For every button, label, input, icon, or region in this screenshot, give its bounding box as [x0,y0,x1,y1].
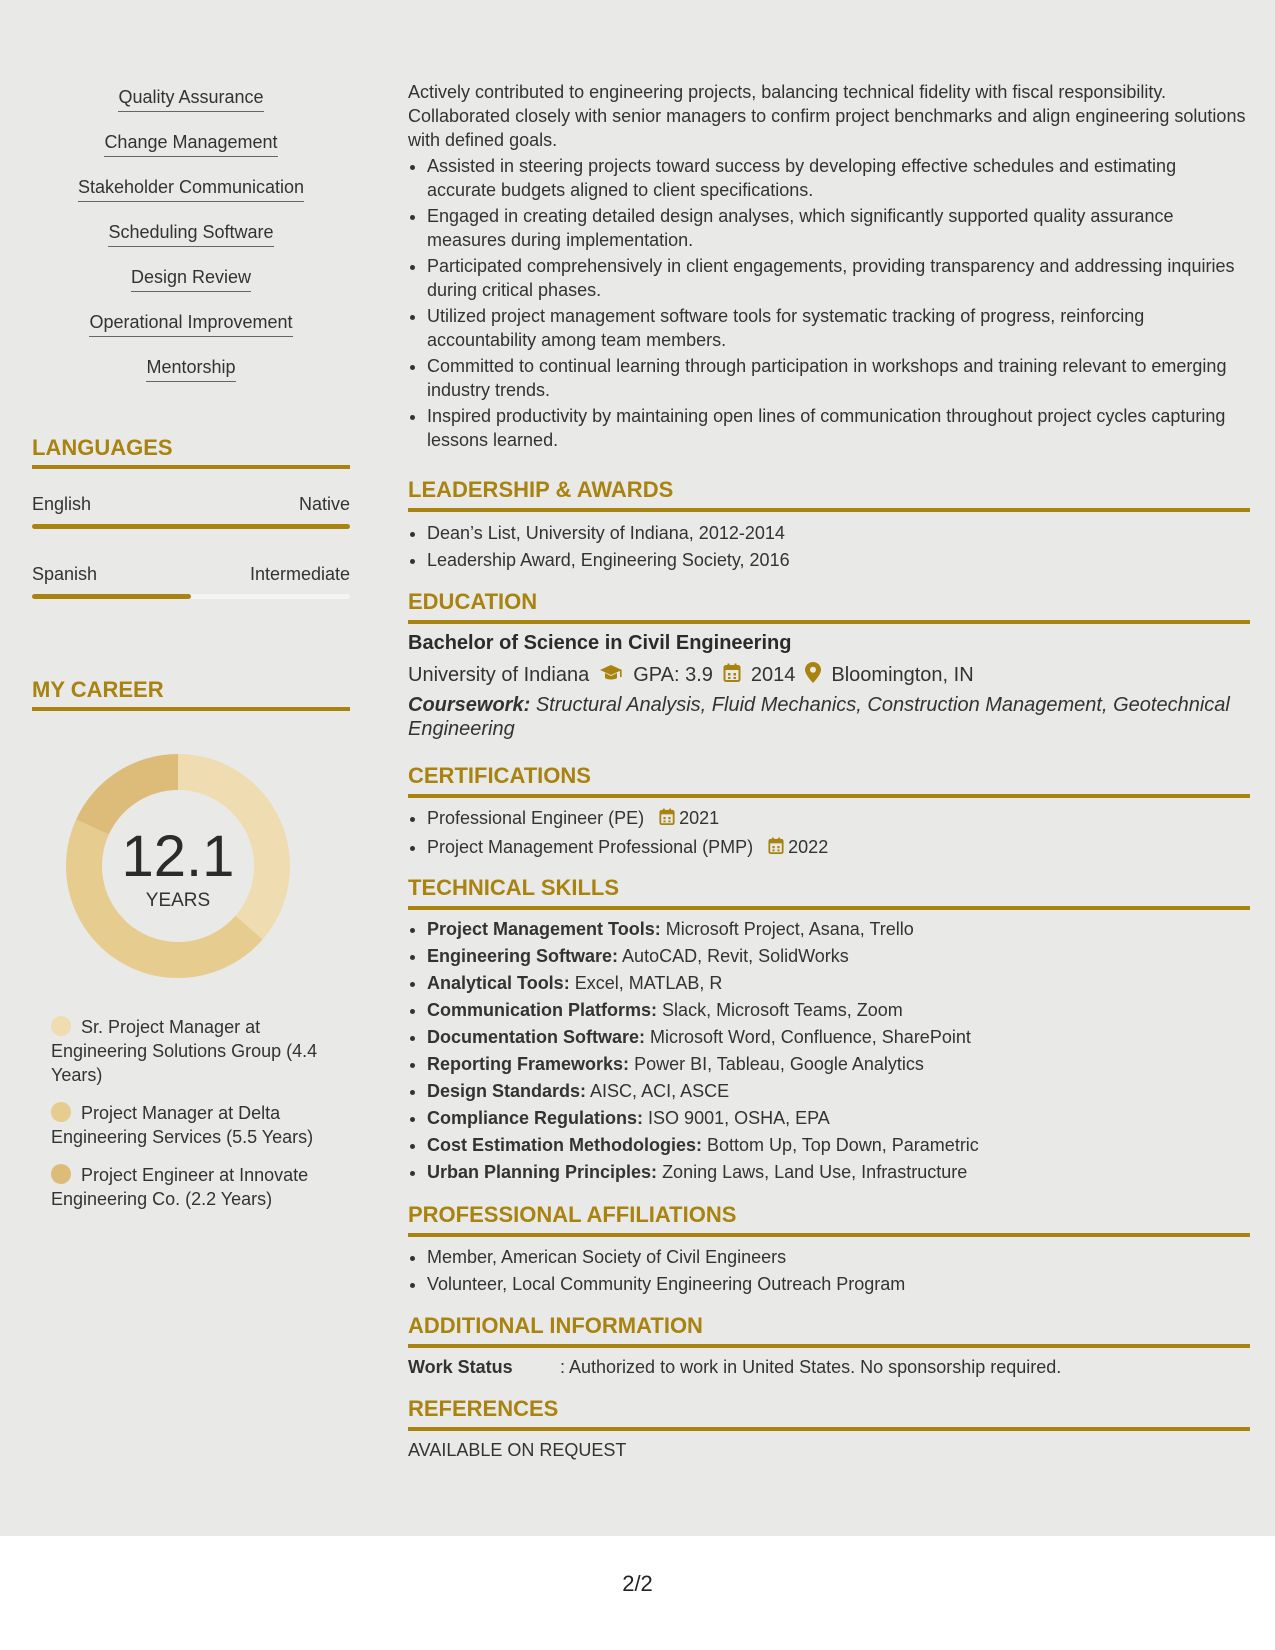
education-heading: EDUCATION [408,589,1250,624]
technical-skill: • Analytical Tools: Excel, MATLAB, R [427,970,1250,997]
references-heading: REFERENCES [408,1396,1250,1431]
skill-item: Design Review [32,266,350,311]
technical-skill: • Communication Platforms: Slack, Microsoft Teams, Zoom [427,997,1250,1024]
technical-skill: • Compliance Regulations: ISO 9001, OSHA, EPA [427,1105,1250,1132]
language-name: English [32,494,92,514]
career-donut-chart [66,754,290,978]
school-name: University of Indiana [408,664,590,686]
skill-item: Operational Improvement [32,311,350,356]
legend-dot-icon [51,1164,71,1184]
calendar-icon [659,807,675,834]
affiliation-item: • Volunteer, Local Community Engineering Outreach Program [427,1271,1250,1298]
experience-section [408,80,1250,454]
experience-bullet: • Committed to continual learning through participation in workshops and training relevant to emerging industry trends. [427,354,1250,402]
work-status-value: : Authorized to work in United States. No sponsorship required. [560,1357,1062,1377]
affiliation-item: • Member, American Society of Civil Engineers [427,1244,1250,1271]
graduation-cap-icon [599,664,623,688]
work-status [408,1357,1061,1378]
career-legend-item: Project Manager at Delta Engineering Services (5.5 Years) [51,1103,314,1147]
technical-skill: • Project Management Tools: Microsoft Project, Asana, Trello [427,916,1250,943]
skill-item: Mentorship [32,356,350,401]
language-level: Native [298,494,350,514]
graduation-year: 2014 [750,664,796,686]
language-bar-fill [32,594,191,599]
legend-dot-icon [51,1102,71,1122]
skills-list [32,86,350,401]
location-pin-icon [805,662,821,689]
technical-skill: • Engineering Software: AutoCAD, Revit, SolidWorks [427,943,1250,970]
technical-skill: • Design Standards: AISC, ACI, ASCE [427,1078,1250,1105]
experience-summary: Actively contributed to engineering projects, balancing technical fidelity with fiscal responsibility. Collaborated closely with senior managers to confirm project benchmarks and align engineering solutions with defined goals. [408,82,1246,150]
language-bar [32,594,350,599]
language-bar [32,524,350,529]
experience-bullet: • Participated comprehensively in client engagements, providing transparency and addressing inquiries during critical phases. [427,254,1250,302]
gpa: GPA: 3.9 [633,664,713,686]
career-total-years: 12.1 [121,824,235,889]
experience-bullet: • Assisted in steering projects toward success by developing effective schedules and estimating accurate budgets aligned to client specifications. [427,154,1250,202]
calendar-icon [768,836,784,863]
career-legend-item: Sr. Project Manager at Engineering Solutions Group (4.4 Years) [51,1017,318,1085]
languages-heading: LANGUAGES [32,435,350,469]
technical-skills-list [408,916,1250,1186]
technical-skill: • Reporting Frameworks: Power BI, Tableau, Google Analytics [427,1051,1250,1078]
language-bar-fill [32,524,350,529]
degree-title: Bachelor of Science in Civil Engineering [408,632,792,654]
career-heading: MY CAREER [32,677,350,711]
certifications-heading: CERTIFICATIONS [408,763,1250,798]
certification-item: • Project Management Professional (PMP) 2022 [427,834,1250,863]
education-meta [408,662,974,689]
technical-skills-heading: TECHNICAL SKILLS [408,875,1250,910]
experience-bullet: • Engaged in creating detailed design analyses, which significantly supported quality assurance measures during implementation. [427,204,1250,252]
skill-item: Stakeholder Communication [32,176,350,221]
language-level: Intermediate [249,564,350,584]
coursework-label: Coursework: [408,694,531,716]
skill-item: Scheduling Software [32,221,350,266]
skill-item: Change Management [32,131,350,176]
experience-bullet: • Inspired productivity by maintaining open lines of communication throughout project cycles capturing lessons learned. [427,404,1250,452]
experience-bullet: • Utilized project management software tools for systematic tracking of progress, reinforcing accountability among team members. [427,304,1250,352]
affiliations-list [408,1244,1250,1298]
language-row [32,494,350,515]
coursework-text: Structural Analysis, Fluid Mechanics, Construction Management, Geotechnical Engineering [408,694,1230,740]
career-years-unit: YEARS [145,890,211,911]
award-item: • Dean’s List, University of Indiana, 2012-2014 [427,520,1250,547]
additional-info-heading: ADDITIONAL INFORMATION [408,1313,1250,1348]
certifications-list [408,805,1250,863]
technical-skill: • Cost Estimation Methodologies: Bottom Up, Top Down, Parametric [427,1132,1250,1159]
technical-skill: • Documentation Software: Microsoft Word, Confluence, SharePoint [427,1024,1250,1051]
page-number: 2/2 [622,1571,653,1596]
skill-item: Quality Assurance [32,86,350,131]
career-legend [51,1015,351,1225]
awards-list [408,520,1250,574]
affiliations-heading: PROFESSIONAL AFFILIATIONS [408,1202,1250,1237]
award-item: • Leadership Award, Engineering Society, 2016 [427,547,1250,574]
education-location: Bloomington, IN [831,664,974,686]
references-text: AVAILABLE ON REQUEST [408,1440,627,1460]
language-name: Spanish [32,564,98,584]
technical-skill: • Urban Planning Principles: Zoning Laws, Land Use, Infrastructure [427,1159,1250,1186]
awards-heading: LEADERSHIP & AWARDS [408,477,1250,512]
language-row [32,564,350,585]
experience-bullets [408,154,1250,452]
legend-dot-icon [51,1016,71,1036]
work-status-label: Work Status [408,1357,513,1377]
certification-item: • Professional Engineer (PE) 2021 [427,805,1250,834]
coursework [408,693,1250,741]
career-legend-item: Project Engineer at Innovate Engineering Co. (2.2 Years) [51,1165,309,1209]
calendar-icon [723,663,741,689]
